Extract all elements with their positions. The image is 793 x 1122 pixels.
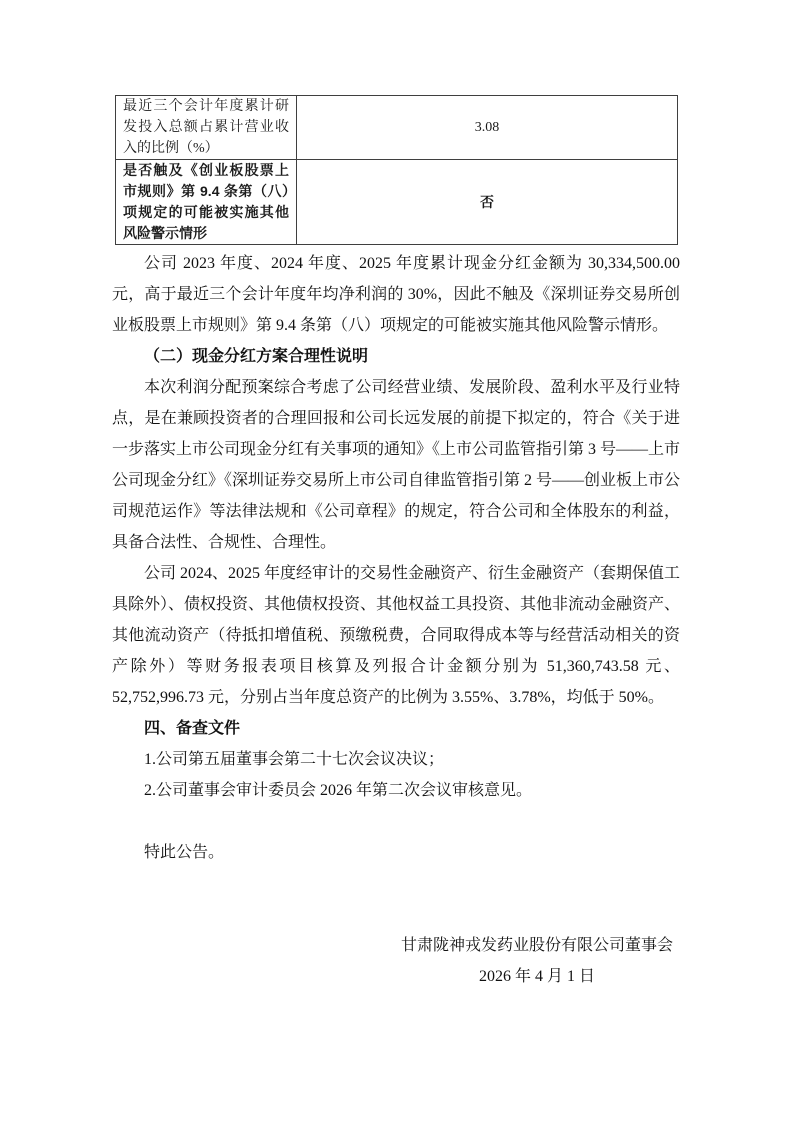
- reference-document-item-1: 1.公司第五届董事会第二十七次会议决议；: [144, 751, 445, 768]
- table-row-label-risk-warning: 是否触及《创业板股票上市规则》第 9.4 条第（八）项规定的可能被实施其他风险警示情形: [116, 160, 297, 245]
- paragraph-dividend-total: 公司 2023 年度、2024 年度、2025 年度累计现金分红金额为 30,334,500.00 元，高于最近三个会计年度年均净利润的 30%，因此不触及《深圳证券交易所创业板股票上市规则》第 9.4 条第（八）项规定的可能被实施其他风险警示情形。: [112, 255, 680, 334]
- signature-date: 2026 年 4 月 1 日: [478, 968, 595, 985]
- paragraph-rationality: 本次利润分配预案综合考虑了公司经营业绩、发展阶段、盈利水平及行业特点，是在兼顾投资者的合理回报和公司长远发展的前提下拟定的，符合《关于进一步落实上市公司现金分红有关事项的通知》《上市公司监管指引第 3 号——上市公司现金分红》《深圳证券交易所上市公司自律监管指引第 2 号——创业板上市公司规范运作》等法律法规和《公司章程》的规定，符合公司和全体股东的利益，具备合法性、合规性、合理性。: [112, 379, 681, 551]
- document-body: [112, 248, 680, 992]
- closing-statement: 特此公告。: [144, 844, 225, 861]
- table-row-label-rd-ratio: 最近三个会计年度累计研发投入总额占累计营业收入的比例（%）: [116, 96, 297, 160]
- heading-reference-documents: 四、备查文件: [144, 720, 241, 737]
- reference-document-item-2: 2.公司董事会审计委员会 2026 年第二次会议审核意见。: [144, 782, 533, 799]
- table-row-value-rd-ratio: 3.08: [297, 96, 678, 160]
- signature-block: [401, 930, 673, 992]
- heading-cash-dividend-rationality: （二）现金分红方案合理性说明: [144, 348, 369, 365]
- paragraph-financial-assets: 公司 2024、2025 年度经审计的交易性金融资产、衍生金融资产（套期保值工具除外）、债权投资、其他债权投资、其他权益工具投资、其他非流动金融资产、其他流动资产（待抵扣增值税、预缴税费，合同取得成本等与经营活动相关的资产除外）等财务报表项目核算及列报合计金额分别为 51,360,743.58 元、52,752,996.73 元，分别占当年度总资产的比例为 3.55%、3.78%，均低于 50%。: [112, 565, 681, 706]
- blank-line: [112, 806, 680, 837]
- table-row: [116, 96, 678, 160]
- risk-warning-table: [115, 95, 678, 245]
- table-row-value-risk-warning: 否: [297, 160, 678, 245]
- signature-company-board: 甘肃陇神戎发药业股份有限公司董事会: [400, 937, 673, 954]
- table-row: [116, 160, 678, 245]
